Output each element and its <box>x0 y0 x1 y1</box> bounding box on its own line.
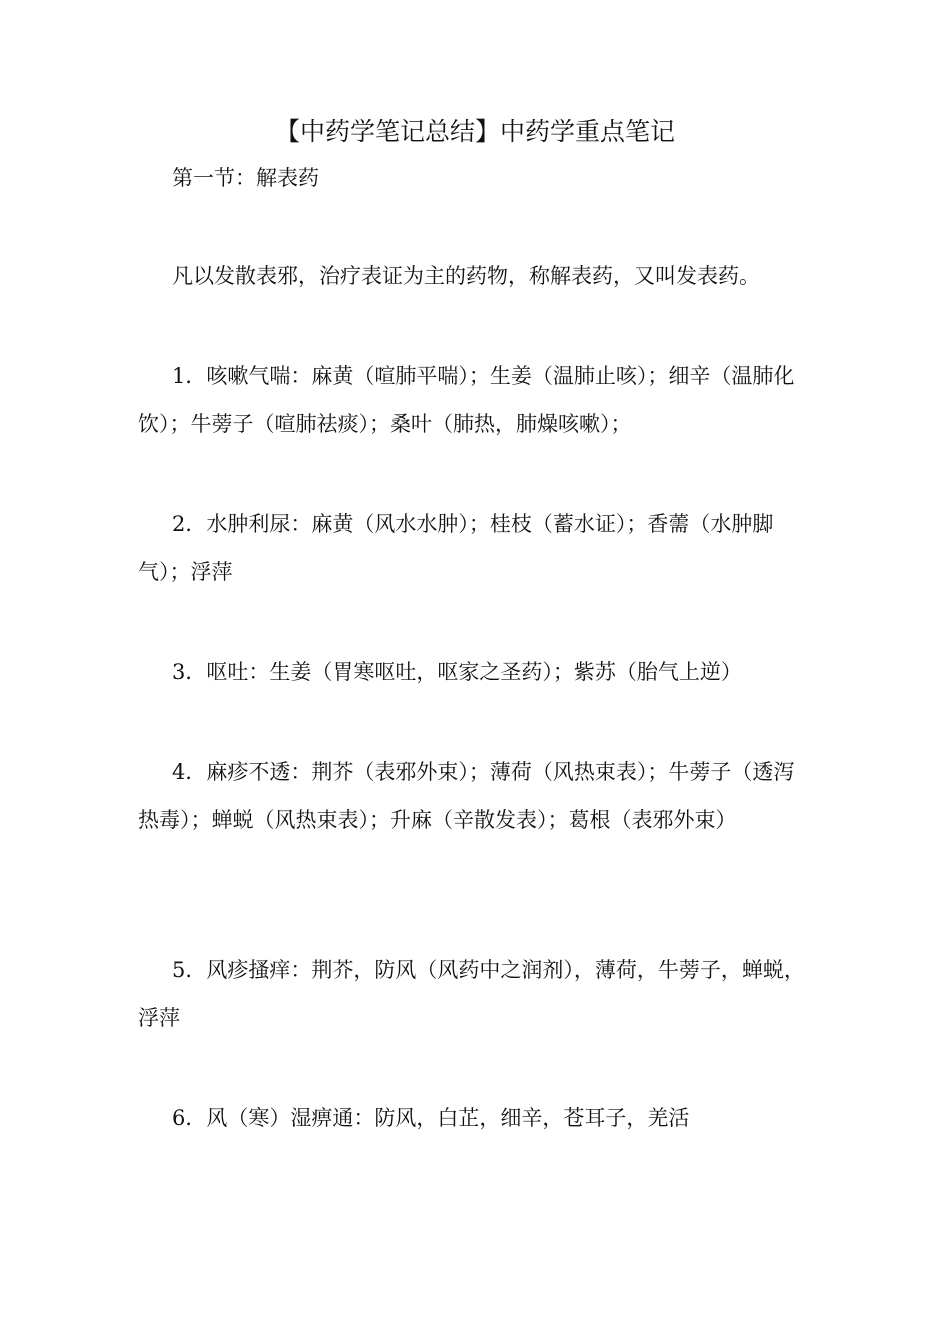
document-title: 【中药学笔记总结】中药学重点笔记 <box>274 117 675 146</box>
list-item-measles: 4．麻疹不透：荆芥（表邪外束）；薄荷（风热束表）；牛蒡子（透泻热毒）；蝉蜕（风热束表）；升麻（辛散发表）；葛根（表邪外束） <box>138 760 795 832</box>
list-item-cough: 1．咳嗽气喘：麻黄（喧肺平喘）；生姜（温肺止咳）；细辛（温肺化饮）；牛蒡子（喧肺祛痰）；桑叶（肺热，肺燥咳嗽）； <box>138 364 795 436</box>
list-item-urticaria: 5．风疹搔痒：荆芥，防风（风药中之润剂），薄荷，牛蒡子，蝉蜕，浮萍 <box>138 958 805 1030</box>
list-item-arthralgia: 6．风（寒）湿痹通：防风，白芷，细辛，苍耳子，羌活 <box>172 1106 690 1130</box>
list-item-edema: 2．水肿利尿：麻黄（风水水肿）；桂枝（蓄水证）；香薷（水肿脚气）；浮萍 <box>138 512 774 584</box>
intro-paragraph: 凡以发散表邪，治疗表证为主的药物，称解表药，又叫发表药。 <box>172 264 760 288</box>
list-item-vomiting: 3．呕吐：生姜（胃寒呕吐，呕家之圣药）；紫苏（胎气上逆） <box>172 660 742 684</box>
section-heading: 第一节：解表药 <box>172 166 319 190</box>
